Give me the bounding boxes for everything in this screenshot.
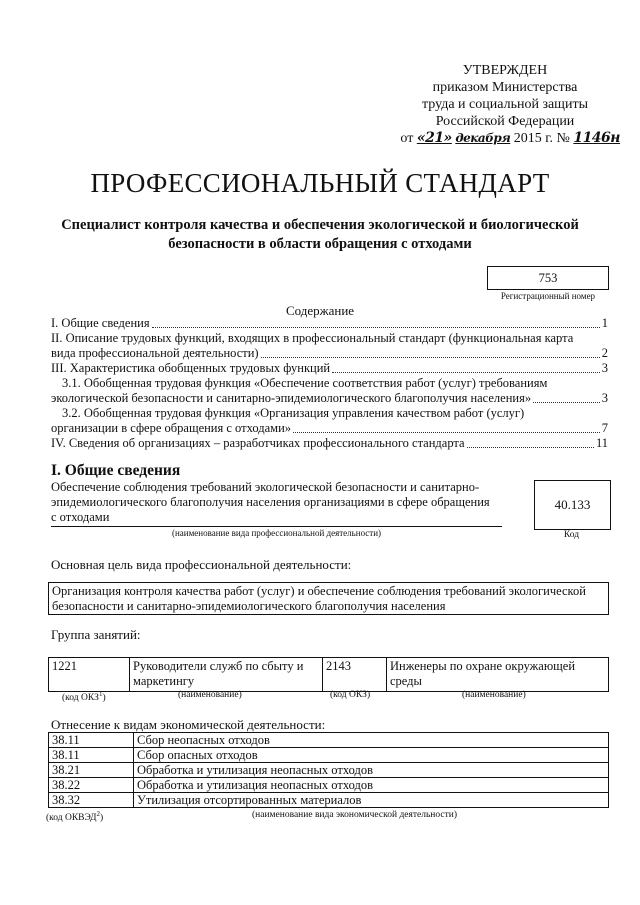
table-of-contents (51, 316, 608, 451)
registration-number-box: 753 (487, 266, 609, 290)
table-row: 38.21 Обработка и утилизация неопасных отходов (49, 763, 609, 778)
occ-name-1: Руководители служб по сбыту и маркетингу (130, 658, 323, 692)
occ-code-caption-1: (код ОКЗ$^1$) (62, 690, 106, 704)
registration-label: Регистрационный номер (500, 291, 596, 301)
table-row: 38.22 Обработка и утилизация неопасных отходов (49, 778, 609, 793)
occ-code-1: 1221 (49, 658, 130, 692)
occ-name-2: Инженеры по охране окружающей среды (387, 658, 609, 692)
approval-month-handwritten: декабря (455, 131, 511, 145)
activity-kind-text: Обеспечение соблюдения требований экологической безопасности и санитарно-эпидемиологического благополучия населения организациями в сфере обращения с отходами (51, 480, 490, 524)
approval-line-4: Российской Федерации (435, 114, 575, 129)
occupations-table (48, 657, 609, 692)
group-label: Группа занятий: (51, 627, 141, 642)
goal-box: Организация контроля качества работ (услуг) и обеспечение соблюдения требований экологической безопасности и санитарно-эпидемиологического благополучия населения (48, 582, 609, 615)
econ-activities-table (48, 732, 609, 808)
occ-code-caption-2: (код ОКЗ) (330, 690, 371, 700)
document-subtitle: Специалист контроля качества и обеспечения экологической и биологической безопасности в области обращения с отходами (61, 217, 579, 252)
table-row (49, 658, 609, 692)
toc-item[interactable]: 3.2. Обобщенная трудовая функция «Организация управления качеством работ (услуг) (62, 406, 525, 420)
econ-code-caption: (код ОКВЭД$^2$) (46, 810, 104, 824)
activity-underline (51, 526, 502, 527)
approval-line-2: приказом Министерства (432, 80, 578, 95)
econ-name-caption: (наименование вида экономической деятельности) (252, 810, 457, 820)
occ-code-2: 2143 (323, 658, 387, 692)
toc-item-cont[interactable]: вида профессиональной деятельности) 2 (51, 346, 608, 360)
toc-item[interactable]: IV. Сведения об организациях – разработчиках профессионального стандарта 11 (51, 436, 608, 450)
approval-block (390, 62, 620, 147)
table-row: 38.32 Утилизация отсортированных материалов (49, 793, 609, 808)
toc-item[interactable]: II. Описание трудовых функций, входящих в профессиональный стандарт (функциональная карта (51, 331, 574, 345)
occ-name-caption-1: (наименование) (178, 690, 242, 700)
section-heading: I. Общие сведения (51, 462, 181, 479)
goal-label: Основная цель вида профессиональной деятельности: (51, 557, 352, 572)
activity-code-caption: Код (563, 530, 580, 540)
approval-day-handwritten: «21» (416, 130, 452, 146)
approval-approved: УТВЕРЖДЕН (462, 63, 548, 78)
activity-code-box: 40.133 (534, 480, 611, 530)
occ-name-caption-2: (наименование) (462, 690, 526, 700)
approval-line-3: труда и социальной защиты (422, 97, 588, 112)
toc-item[interactable]: III. Характеристика обобщенных трудовых функций 3 (51, 361, 608, 375)
approval-year: 2015 г. № (513, 131, 570, 146)
table-row: 38.11 Сбор опасных отходов (49, 748, 609, 763)
approval-number-handwritten: 1146н (573, 130, 620, 146)
toc-heading: Содержание (285, 303, 355, 318)
table-row: 38.11 Сбор неопасных отходов (49, 733, 609, 748)
toc-item-cont[interactable]: экологической безопасности и санитарно-эпидемиологического благополучия населения» 3 (51, 391, 608, 405)
document-title: ПРОФЕССИОНАЛЬНЫЙ СТАНДАРТ (90, 168, 550, 198)
approval-date-line (390, 130, 620, 147)
activity-caption: (наименование вида профессиональной деятельности) (171, 528, 382, 538)
approval-from: от (400, 131, 414, 146)
econ-label: Отнесение к видам экономической деятельности: (51, 717, 326, 732)
toc-item[interactable]: I. Общие сведения 1 (51, 316, 608, 330)
toc-item-cont[interactable]: организации в сфере обращения с отходами» 7 (51, 421, 608, 435)
toc-item[interactable]: 3.1. Обобщенная трудовая функция «Обеспечение соответствия работ (услуг) требованиям (62, 376, 548, 390)
